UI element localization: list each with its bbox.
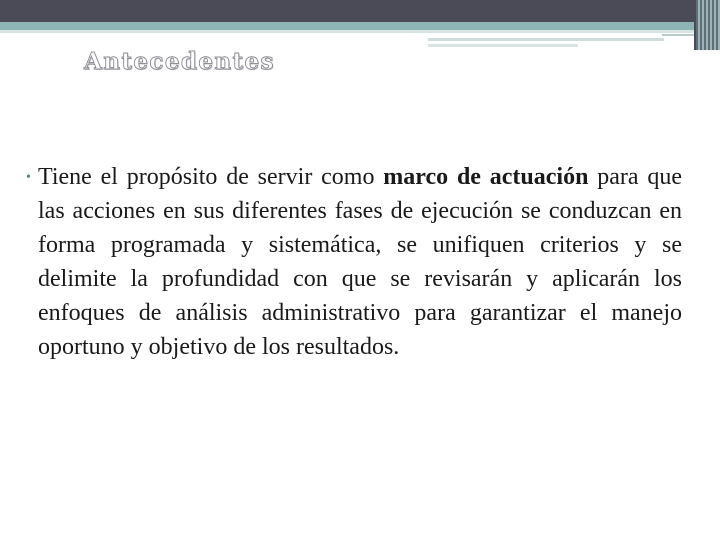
- accent-line: [662, 34, 694, 36]
- bullet-text: [38, 160, 682, 364]
- slide-title: Antecedentes: [84, 48, 275, 75]
- bullet-icon: •: [26, 170, 31, 185]
- top-accent-strip-light: [0, 30, 694, 33]
- top-bar: [0, 0, 694, 22]
- slide-content: [26, 160, 682, 364]
- accent-line: [428, 38, 664, 41]
- top-accent-strip: [0, 22, 694, 30]
- accent-line: [428, 44, 578, 47]
- corner-stripes: [696, 0, 720, 50]
- bullet-item: [26, 160, 682, 364]
- bullet-text-part: Tiene el propósito de servir como: [38, 164, 384, 190]
- bullet-text-part: para que las acciones en sus diferentes fases de ejecución se conduzcan en forma programada y sistemática, se unifiquen criterios y se delimite la profundidad con que se revisarán y aplicarán los enfoques de análisis administrativo para garantizar el manejo oportuno y objetivo de los resultados.: [38, 164, 682, 360]
- bullet-bold-phrase: marco de actuación: [383, 164, 589, 190]
